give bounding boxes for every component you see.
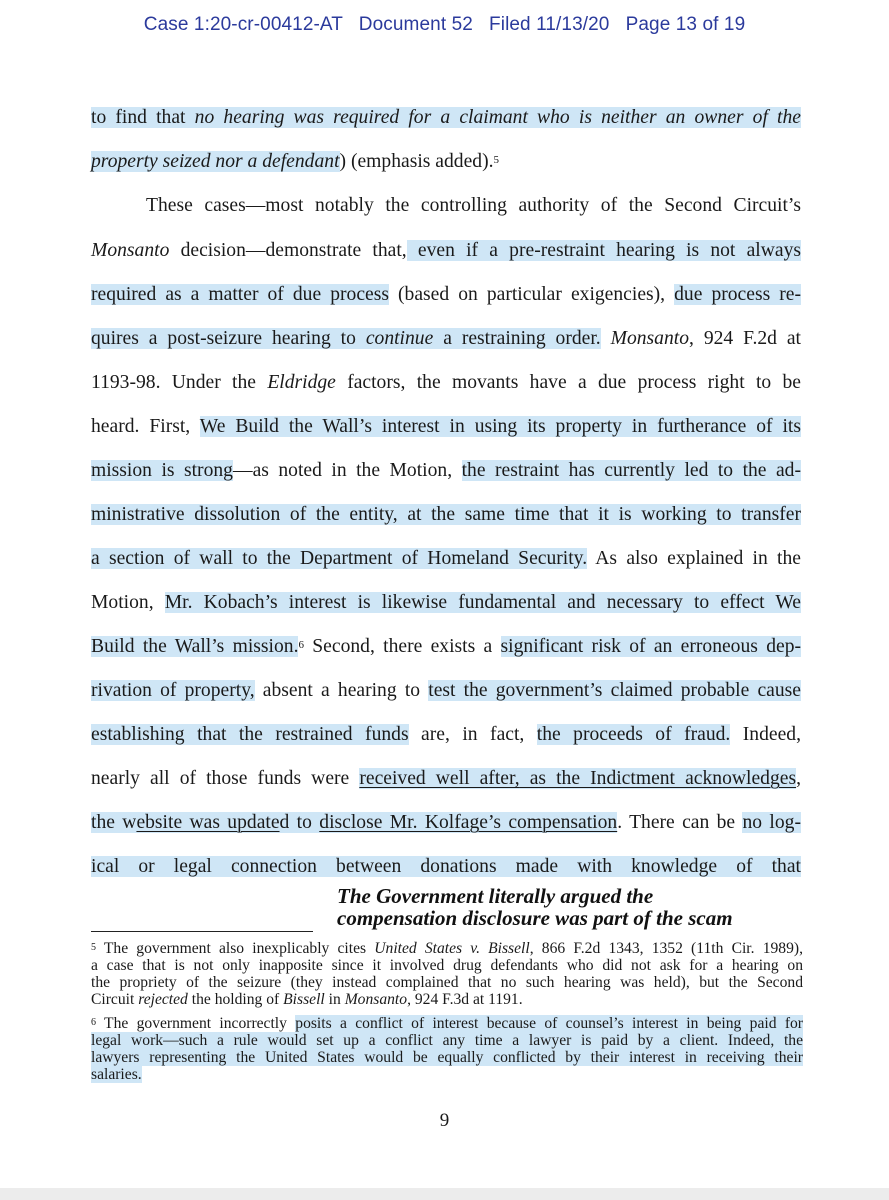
filed-date: Filed 11/13/20 [489,14,610,35]
footnote-6-line-1: $^6$ The government incorrectly posits a conflict of interest because of counsel’s interest in being paid for [91,1015,804,1032]
annotation-line-1: The Government literally argued the [337,884,654,908]
footnote-6-line-4: salaries. [91,1066,142,1083]
footnote-6-line-3: lawyers representing the United States would be equally conflicted by their interest in receiving their [91,1049,803,1066]
body-line-5: required as a matter of due process (based on particular exigencies), due process re- [91,284,801,305]
page-indicator: Page 13 of 19 [625,14,746,35]
body-line-17: the website was updated to disclose Mr. Kolfage’s compensation. There can be no log- [91,812,801,833]
footnote-5-line-3: the propriety of the seizure (they instead complained that no such hearing was held), but the Second [91,974,803,991]
footnote-6-line-2: legal work—such a rule would set up a conflict any time a lawyer is paid by a client. Indeed, the [91,1032,803,1049]
page-number: 9 [439,1110,450,1131]
case-number: Case 1:20-cr-00412-AT [143,14,343,35]
footnote-ref-6[interactable]: 6 [298,639,304,651]
body-line-10: ministrative dissolution of the entity, at the same time that it is working to transfer [91,504,801,525]
body-line-1: to find that no hearing was required for a claimant who is neither an owner of the [91,107,801,128]
body-line-2: property seized nor a defendant) (emphasis added).$^5$ [91,151,499,172]
body-line-16: nearly all of those funds were received well after, as the Indictment acknowledges, [91,768,801,789]
annotation-line-2: compensation disclosure was part of the scam [337,906,733,930]
body-line-6: quires a post-seizure hearing to continue a restraining order. Monsanto, 924 F.2d at [91,328,801,349]
body-line-8: heard. First, We Build the Wall’s interest in using its property in furtherance of its [91,416,801,437]
body-line-9: mission is strong—as noted in the Motion, the restraint has currently led to the ad- [91,460,801,481]
body-line-7: 1193-98. Under the Eldridge factors, the movants have a due process right to be [91,372,801,393]
commentary-annotation [337,885,757,929]
body-line-13: Build the Wall’s mission.$^6$ Second, there exists a significant risk of an erroneous dep- [91,636,802,657]
footnote-5-line-1: $^5$ The government also inexplicably cites United States v. Bissell, 866 F.2d 1343, 1352 (11th Cir. 1989), [91,940,803,957]
footnote-ref-5[interactable]: 5 [493,154,499,166]
body-line-14: rivation of property, absent a hearing to test the government’s claimed probable cause [91,680,801,701]
case-header [0,14,889,36]
body-line-4: Monsanto decision—demonstrate that, even if a pre-restraint hearing is not always [91,240,801,261]
footnote-5-line-4: Circuit rejected the holding of Bissell in Monsanto, 924 F.3d at 1191. [91,991,523,1008]
body-line-11: a section of wall to the Department of Homeland Security. As also explained in the [91,548,801,569]
document-number: Document 52 [358,14,473,35]
body-line-18: ical or legal connection between donations made with knowledge of that [91,856,801,877]
body-line-15: establishing that the restrained funds are, in fact, the proceeds of fraud. Indeed, [91,724,801,745]
page-bottom-edge [0,1188,889,1200]
body-line-3: These cases—most notably the controlling authority of the Second Circuit’s [146,195,801,216]
footnote-5-line-2: a case that is not only inapposite since it involved drug defendants who did not ask for a hearing on [91,957,803,974]
body-line-12: Motion, Mr. Kobach’s interest is likewise fundamental and necessary to effect We [91,592,801,613]
footnote-separator [91,931,313,932]
